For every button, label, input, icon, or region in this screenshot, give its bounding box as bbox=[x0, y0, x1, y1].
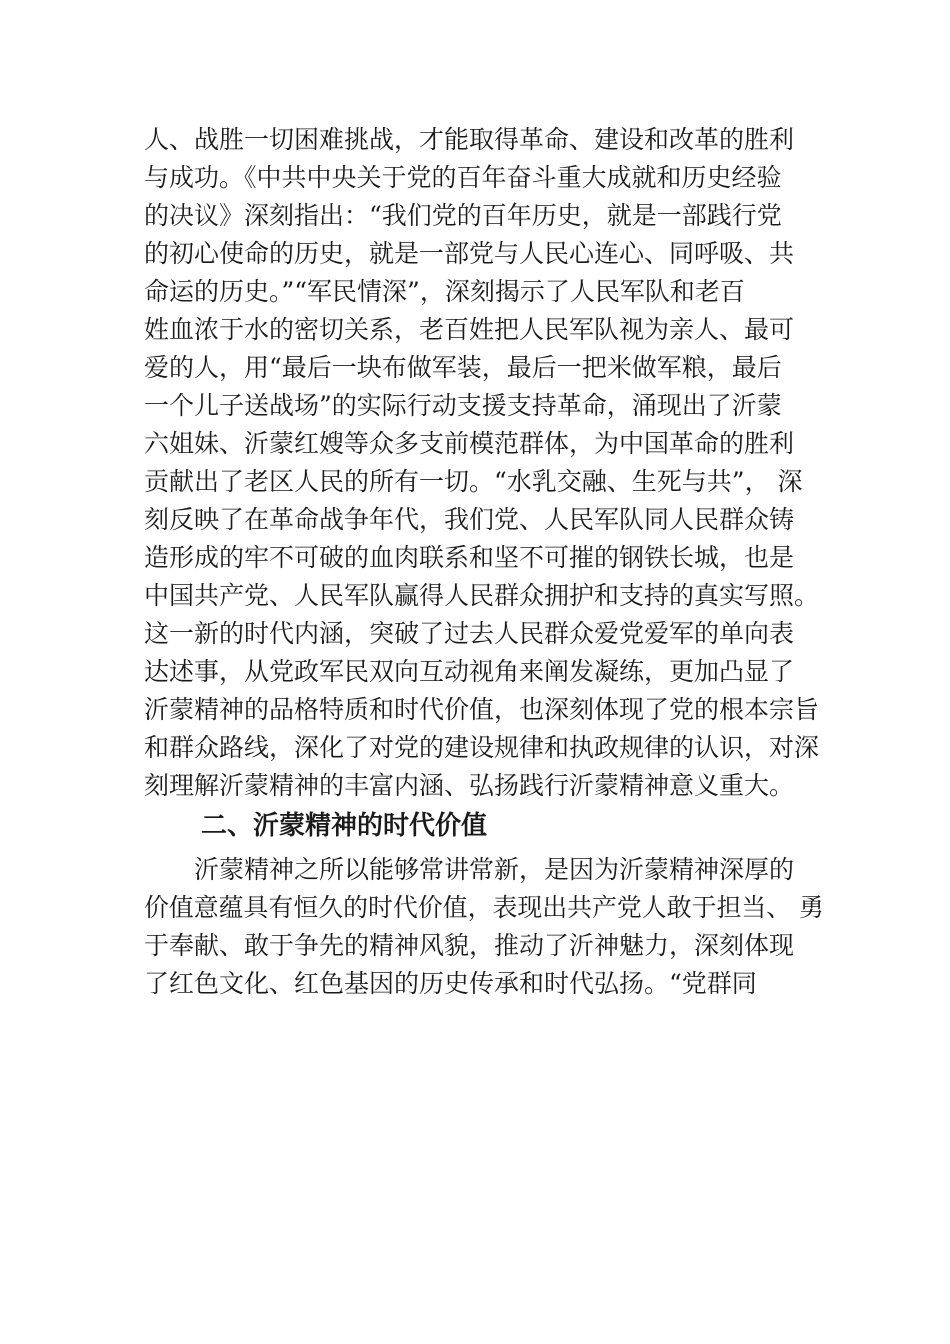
paragraph-2-line: 了红色文化、红色基因的历史传承和时代弘扬。“党群同 bbox=[144, 969, 757, 998]
paragraph-1-line: 沂蒙精神的品格特质和时代价值，也深刻体现了党的根本宗旨 bbox=[144, 695, 820, 724]
paragraph-1-line: 姓血浓于水的密切关系，老百姓把人民军队视为亲人、最可 bbox=[144, 315, 795, 344]
paragraph-2-line: 沂蒙精神之所以能够常讲常新，是因为沂蒙精神深厚的 bbox=[194, 855, 795, 884]
paragraph-1-line: 刻反映了在革命战争年代，我们党、人民军队同人民群众铸 bbox=[144, 505, 795, 534]
paragraph-1-line: 造形成的牢不可破的血肉联系和坚不可摧的钢铁长城，也是 bbox=[144, 543, 795, 572]
paragraph-1-line: 的初心使命的历史，就是一部党与人民心连心、同呼吸、共 bbox=[144, 239, 795, 268]
paragraph-1-line: 爱的人，用“最后一块布做军装，最后一把米做军粮，最后 bbox=[144, 353, 782, 382]
paragraph-1-line: 达述事，从党政军民双向互动视角来阐发凝练，更加凸显了 bbox=[144, 657, 795, 686]
paragraph-1-line: 中国共产党、人民军队赢得人民群众拥护和支持的真实写照。 bbox=[144, 581, 820, 610]
paragraph-1-line: 人、战胜一切困难挑战，才能取得革命、建设和改革的胜利 bbox=[144, 125, 795, 154]
paragraph-1-line: 和群众路线，深化了对党的建设规律和执政规律的认识，对深 bbox=[144, 733, 820, 762]
paragraph-1-line: 的决议》深刻指出：“我们党的百年历史，就是一部践行党 bbox=[144, 201, 782, 230]
paragraph-2-line: 于奉献、敢于争先的精神风貌，推动了沂神魅力，深刻体现 bbox=[144, 931, 795, 960]
paragraph-1-line: 六姐妹、沂蒙红嫂等众多支前模范群体，为中国革命的胜利 bbox=[144, 429, 795, 458]
paragraph-1-line: 这一新的时代内涵，突破了过去人民群众爱党爱军的单向表 bbox=[144, 619, 795, 648]
paragraph-1-line: 刻理解沂蒙精神的丰富内涵、弘扬践行沂蒙精神意义重大。 bbox=[144, 771, 795, 800]
paragraph-1-line: 与成功。《中共中央关于党的百年奋斗重大成就和历史经验 bbox=[144, 163, 782, 192]
paragraph-1-line: 一个儿子送战场”的实际行动支援支持革命，涌现出了沂蒙 bbox=[144, 391, 782, 420]
paragraph-1-line: 贡献出了老区人民的所有一切。“水乳交融、生死与共”， 深 bbox=[144, 467, 803, 496]
section-heading: 二、沂蒙精神的时代价值 bbox=[201, 811, 488, 841]
paragraph-1-line: 命运的历史。”“军民情深”，深刻揭示了人民军队和老百 bbox=[144, 277, 745, 306]
paragraph-2-line: 价值意蕴具有恒久的时代价值，表现出共产党人敢于担当、 勇 bbox=[144, 893, 824, 922]
